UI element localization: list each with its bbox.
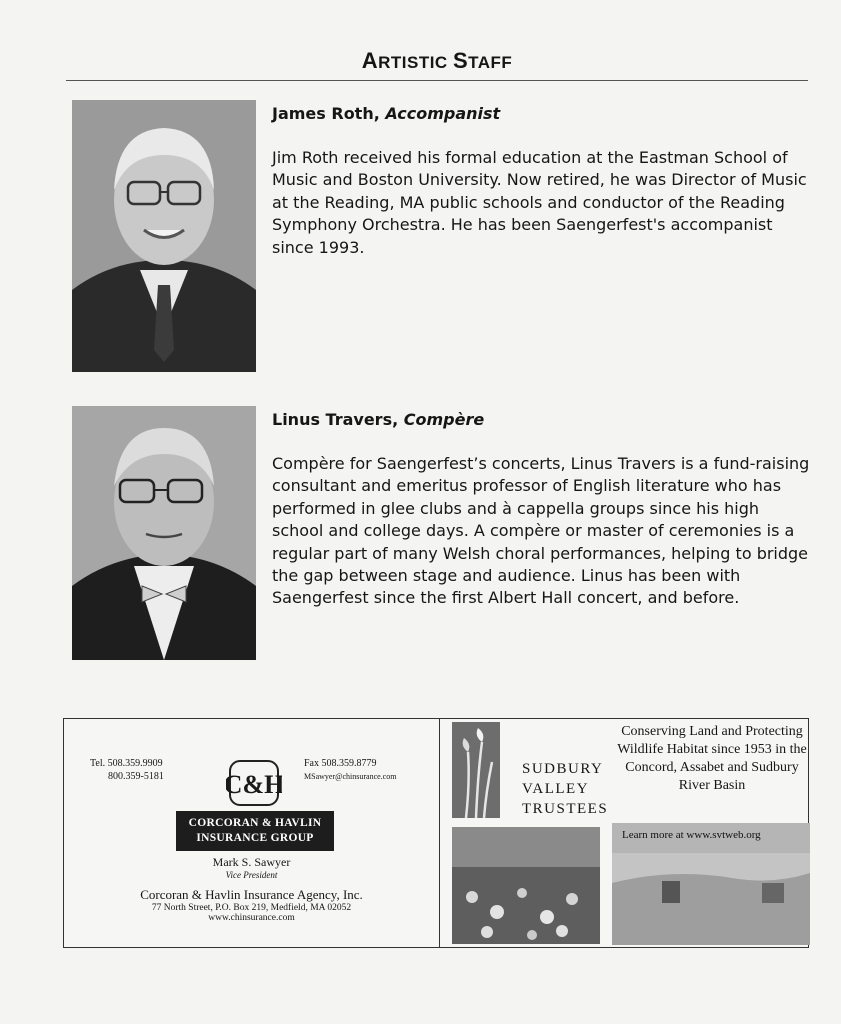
sponsor-ads-box bbox=[63, 718, 809, 948]
james-roth-bio bbox=[272, 104, 812, 259]
corcoran-havlin-logo bbox=[226, 757, 282, 813]
ad-divider bbox=[439, 719, 440, 947]
svt-tagline: Conserving Land and Protecting Wildlife Habitat since 1953 in the Concord, Assabet and Sudbury River Basin bbox=[617, 724, 807, 793]
field-landscape-photo bbox=[612, 823, 810, 945]
svt-name: SUDBURY VALLEY TRUSTEES bbox=[522, 761, 609, 817]
wildflower-meadow-photo bbox=[452, 827, 600, 944]
corcoran-company: Corcoran & Havlin Insurance Agency, Inc. 77 North Street, P.O. Box 219, Medfield, MA 02052 www.chinsurance.com bbox=[64, 887, 439, 923]
linus-travers-photo bbox=[72, 406, 256, 660]
staff-bio-text: Jim Roth received his formal education at the Eastman School of Music and Boston University. Now retired, he was Director of Music at the Reading, MA public schools and conductor of the Reading Symphony Orchestra. He has been Saengerfest's accompanist since 1993. bbox=[272, 148, 807, 257]
linus-travers-bio bbox=[272, 410, 812, 610]
corcoran-contact: Mark S. Sawyer Vice President bbox=[212, 855, 291, 880]
svt-website: Learn more at www.svtweb.org bbox=[622, 829, 761, 841]
james-roth-photo bbox=[72, 100, 256, 372]
corcoran-fax: Fax 508.359.8779 MSawyer@chinsurance.com bbox=[304, 758, 397, 781]
staff-bio-text: Compère for Saengerfest’s concerts, Linus Travers is a fund-raising consultant and emeritus professor of English literature who has performed in glee clubs and à cappella groups since his high school and college days. A compère or master of ceremonies is a regular part of many Welsh choral performances, helping to bridge the gap between stage and audience. Linus has been with Saengerfest since the first Albert Hall concert, and before. bbox=[272, 454, 810, 608]
logo-monogram: C&H bbox=[226, 770, 282, 799]
corcoran-banner: CORCORAN & HAVLIN INSURANCE GROUP bbox=[176, 811, 334, 851]
staff-name: Linus Travers, Compère bbox=[272, 410, 485, 429]
corcoran-phone: Tel. 508.359.9909 800.359-5181 bbox=[90, 758, 164, 782]
page-title: ARTISTIC STAFF bbox=[361, 48, 513, 73]
svt-logo bbox=[452, 722, 500, 818]
corcoran-website: www.chinsurance.com bbox=[208, 913, 295, 923]
title-divider bbox=[66, 80, 808, 81]
staff-name: James Roth, Accompanist bbox=[272, 104, 501, 123]
